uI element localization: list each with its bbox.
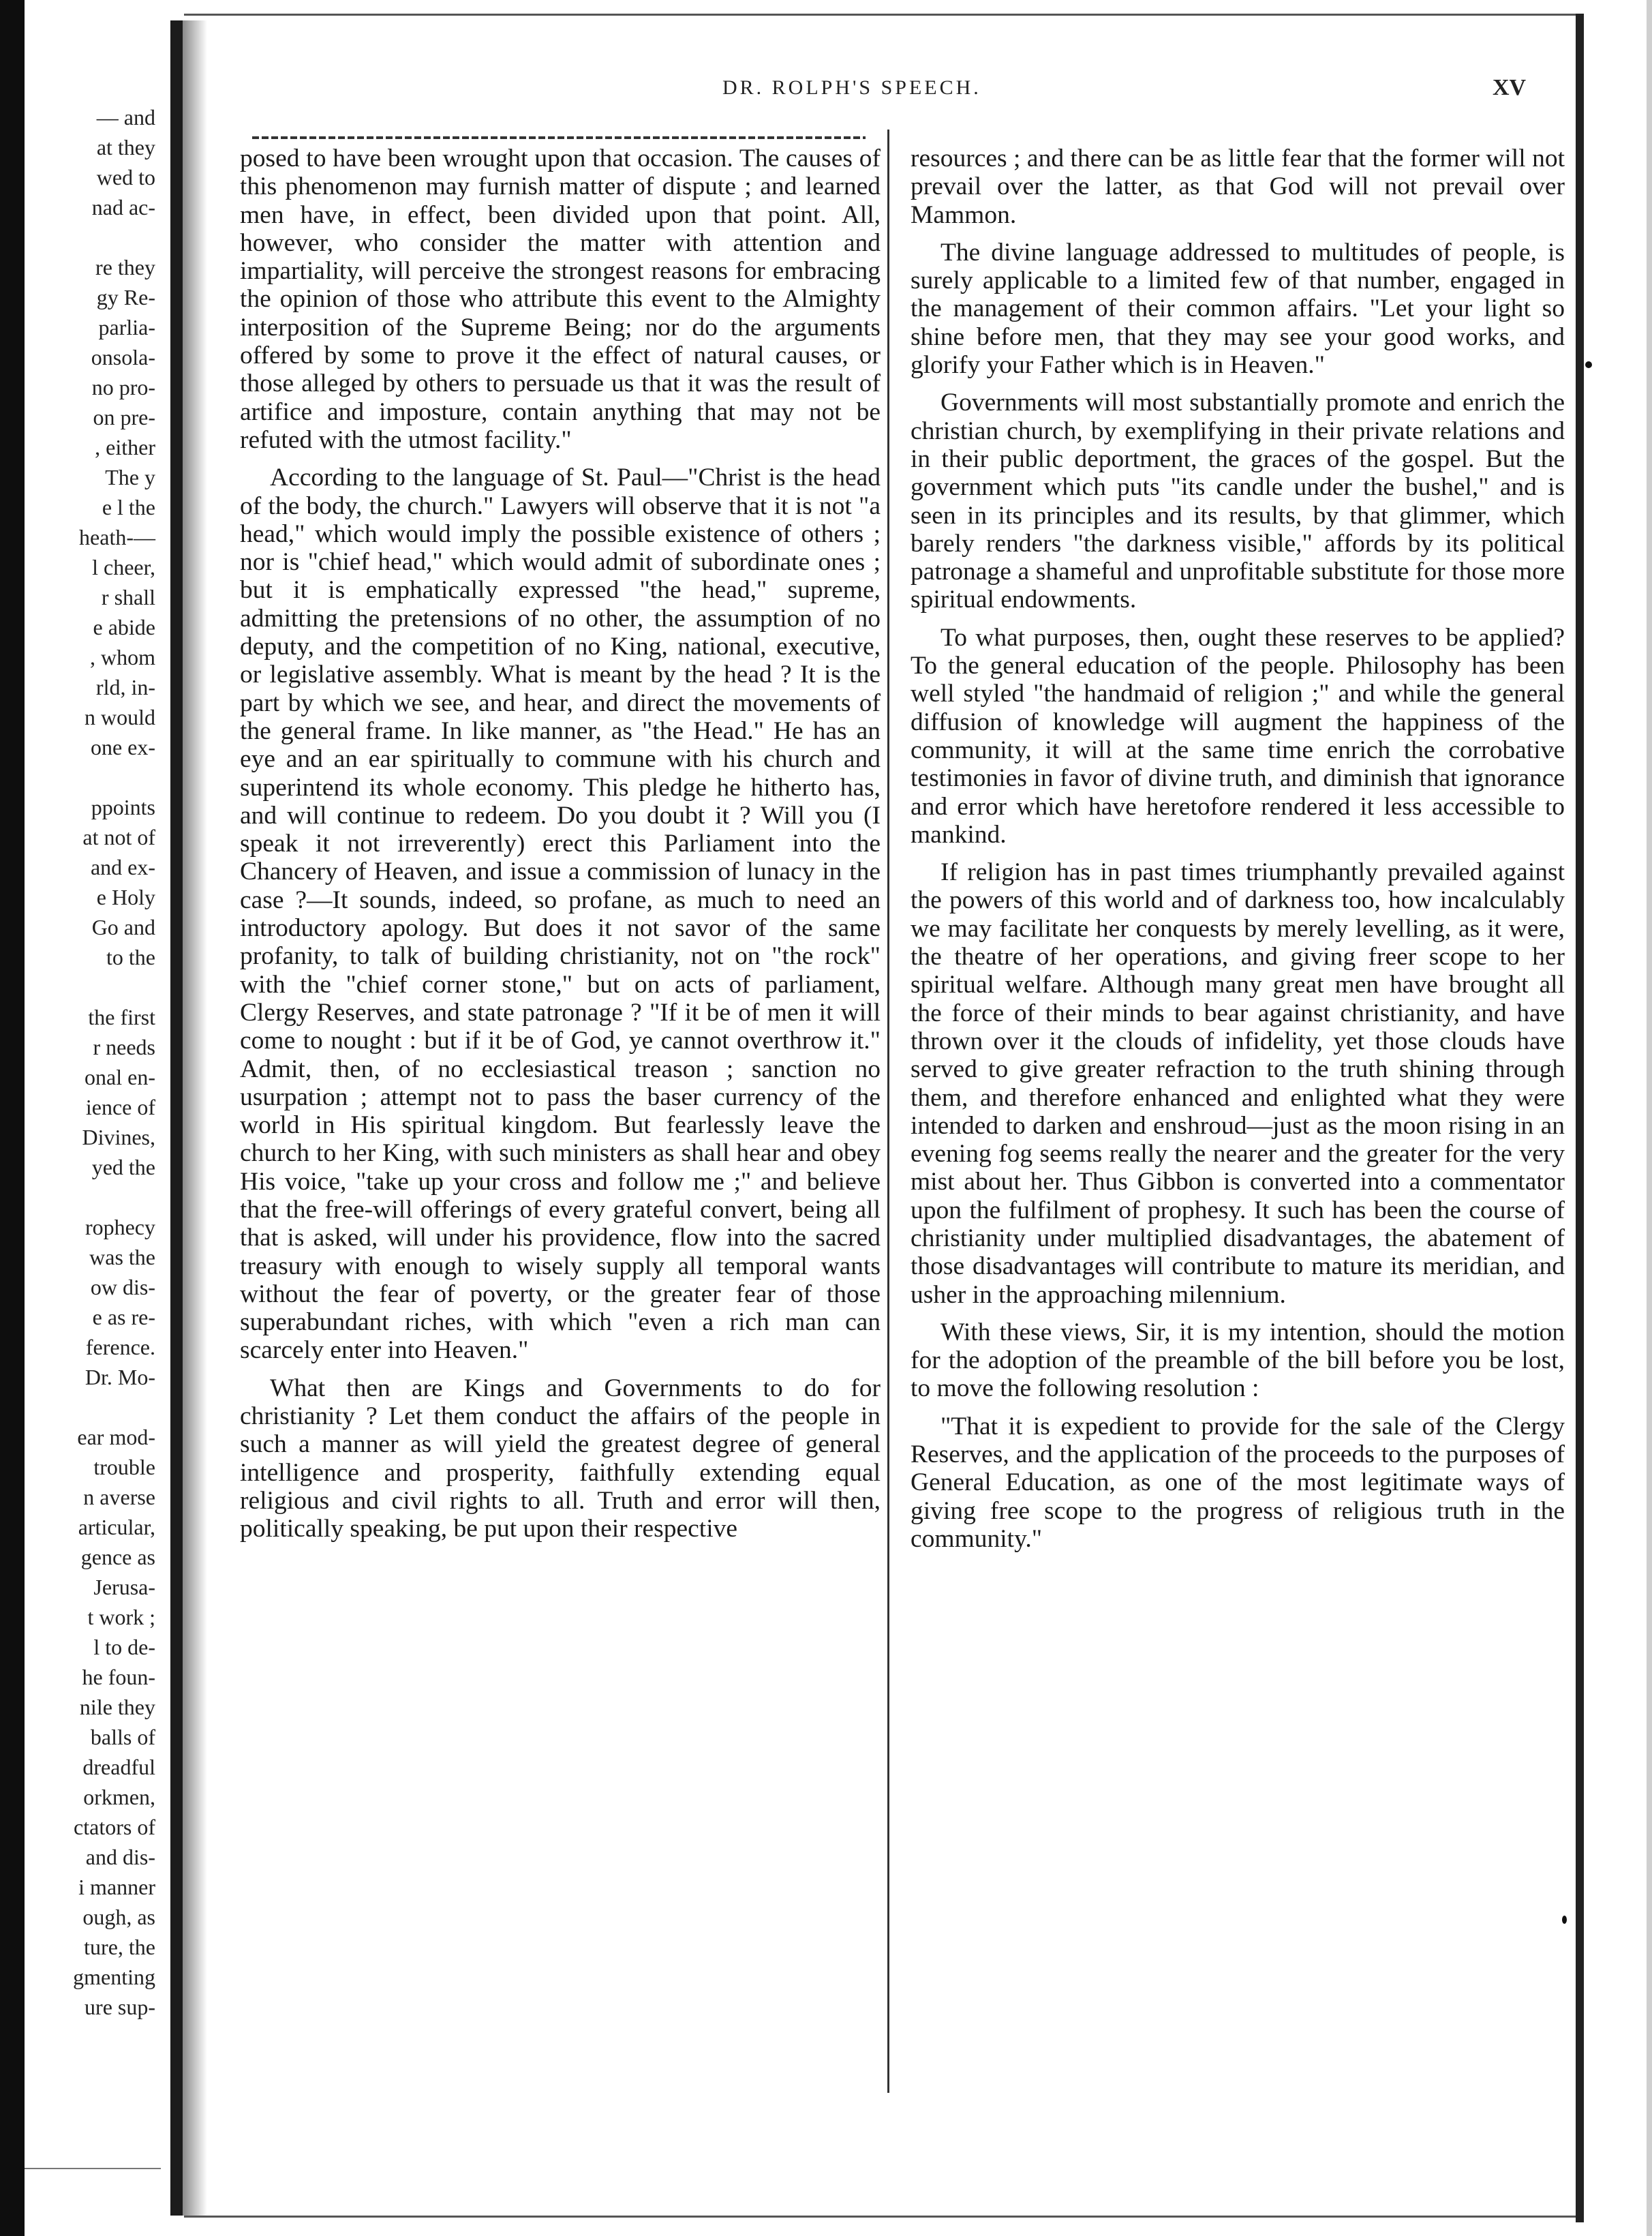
previous-page-line: heath-— <box>79 525 155 549</box>
previous-page-line: onsola- <box>91 345 155 369</box>
previous-page-line: balls of <box>90 1725 155 1749</box>
previous-page-bottom-rule <box>25 2168 161 2169</box>
paragraph: The divine language addressed to multitudes of people, is surely applicable to a limited few of that number, engaged in the management of their common affairs. "Let your light so shine before men, that they may see your good works, and glorify your Father which is in Heaven." <box>911 238 1565 380</box>
paragraph: resources ; and there can be as little fear that the former will not prevail over the latter, as that God will not prevail over Mammon. <box>911 145 1565 229</box>
previous-page-line: rophecy <box>85 1215 155 1239</box>
previous-page-line: n averse <box>83 1485 155 1509</box>
column-divider <box>887 130 889 2093</box>
paragraph: Governments will most substantially promote and enrich the christian church, by exemplifying in their private relations and in their public deportment, the graces of the gospel. But the government which puts "its candle under the bushel," and is seen in its principles and its results, by that glimmer, which barely renders "the darkness visible," affords by its political patronage a shameful and unprofitable substitute for those more spiritual endowments. <box>911 389 1565 614</box>
previous-page-fragment <box>25 102 161 2147</box>
page-frame-bottom <box>184 2216 1584 2218</box>
previous-page-line: ow dis- <box>90 1275 155 1299</box>
previous-page-line: — and <box>96 105 155 130</box>
previous-page-line: at not of <box>82 825 155 849</box>
ink-speck <box>1562 1916 1567 1924</box>
left-column <box>240 145 881 2094</box>
paragraph: If religion has in past times triumphantly prevailed against the powers of this world and of darkness too, how incalculably we may facilitate her conquests by merely levelling, as it were, the theatre of her operations, and giving freer scope to her spiritual welfare. Although many great men have brought all the force of their minds to bear against christianity, and have thrown over it the clouds of infidelity, yet those clouds have served to give greater refraction to the truth shining through them, and therefore enhanced and enlighted what they were intended to darken and enshroud—just as the moon rising in an evening fog seems really the nearer and the greater for the very mist about her. Thus Gibbon is converted into a commentator upon the fulfilment of prophesy. It such has been the course of christianity under multiplied disadvantages, the abatement of those disadvantages will contribute to mature its meridian, and usher in the approaching milennium. <box>911 858 1565 1309</box>
previous-page-line: and ex- <box>90 855 155 879</box>
previous-page-line: orkmen, <box>83 1785 155 1809</box>
previous-page-line: on pre- <box>93 405 155 429</box>
book-spine <box>170 20 183 2216</box>
running-head: DR. ROLPH'S SPEECH. <box>722 76 981 99</box>
previous-page-line: ience of <box>85 1095 155 1119</box>
previous-page-line: was the <box>89 1245 155 1269</box>
previous-page-line: ture, the <box>84 1935 155 1959</box>
previous-page-line: t work ; <box>87 1605 155 1629</box>
previous-page-line: dreadful <box>82 1755 155 1779</box>
ink-speck <box>1585 361 1592 368</box>
previous-page-line: re they <box>95 255 155 280</box>
previous-page-line: the first <box>88 1005 155 1029</box>
previous-page-line: and dis- <box>85 1845 155 1869</box>
previous-page-line: The y <box>105 465 155 489</box>
previous-page-line: no pro- <box>91 375 155 399</box>
previous-page-line: Go and <box>91 915 155 939</box>
previous-page-line: onal en- <box>85 1065 155 1089</box>
previous-page-line: e l the <box>102 495 155 519</box>
previous-page-line: r shall <box>101 585 155 609</box>
previous-page-line: yed the <box>91 1155 155 1179</box>
previous-page-line: n would <box>85 705 155 729</box>
spine-shadow <box>183 20 207 2216</box>
page-number: XV <box>1493 75 1527 100</box>
previous-page-line: Dr. Mo- <box>85 1365 155 1389</box>
previous-page-line: e as re- <box>92 1305 155 1329</box>
previous-page-line: gy Re- <box>96 285 155 309</box>
previous-page-line: trouble <box>93 1455 155 1479</box>
previous-page-line: nile they <box>79 1695 155 1719</box>
page-frame-right <box>1576 14 1584 2222</box>
previous-page-line: rld, in- <box>95 675 155 699</box>
previous-page-line: gence as <box>80 1545 155 1569</box>
previous-page-line: gmenting <box>73 1965 155 1989</box>
previous-page-line: Jerusa- <box>93 1575 155 1599</box>
previous-page-line: ear mod- <box>77 1425 155 1449</box>
previous-page-line: ough, as <box>82 1905 155 1929</box>
previous-page-line: i manner <box>78 1875 155 1899</box>
previous-page-line: ure sup- <box>85 1995 155 2019</box>
previous-page-line: nad ac- <box>91 195 155 220</box>
page-frame-top <box>184 14 1584 16</box>
previous-page-line: one ex- <box>90 735 155 759</box>
previous-page-line: l to de- <box>93 1635 155 1659</box>
previous-page-line: , either <box>95 435 155 459</box>
paragraph: According to the language of St. Paul—"Christ is the head of the body, the church." Lawyers will observe that it is not "a head," which would imply the possible existence of others ; nor is "chief head," which would admit of subordinate ones ; but it is emphatically expressed "the head," supreme, admitting the pretensions of no other, the assumption of no deputy, and the competition of no King, national, executive, or legislative assembly. What is meant by the head ? It is the part by which we see, and hear, and direct the movements of the general frame. In like manner, as "the Head." He has an eye and an ear spiritually to commune with his church and superintend its whole economy. This pledge he hitherto has, and will continue to redeem. Do you doubt it ? Will you (I speak it not irreverently) erect this Parliament into the Chancery of Heaven, and issue a commission of lunacy in the case ?—It sounds, indeed, so profane, as much to need an introductory apology. But does it not savor of the same profanity, to talk of building christianity, not on "the rock" with the "chief corner stone," but on acts of parliament, Clergy Reserves, and state patronage ? "If it be of men it will come to nought : but if it be of God, ye cannot overthrow it." Admit, then, of no ecclesiastical treason ; sanction no usurpation ; attempt not to pass the baser currency of the world in His spiritual kingdom. But fearlessly leave the church to her King, with such ministers as shall hear and obey His voice, "take up your cross and follow me ;" and believe that the free-will offerings of every grateful convert, being all that is asked, will under his providence, flow into the sacred treasury with enough to wisely supply all temporal wants without the fear of poverty, or the greater fear of those superabundant riches, with which "even a rich man can scarcely enter into Heaven." <box>240 464 881 1365</box>
paragraph: To what purposes, then, ought these reserves to be applied? To the general education of the people. Philosophy has been well styled "the handmaid of religion ;" and while the general diffusion of knowledge will augment the happiness of the community, it will at the same time enrich the corrobative testimonies in favor of divine truth, and diminish that ignorance and error which have heretofore rendered it less accessible to mankind. <box>911 623 1565 849</box>
previous-page-line: ppoints <box>91 795 155 819</box>
previous-page-line: wed to <box>96 165 155 190</box>
previous-page-line: articular, <box>78 1515 155 1539</box>
previous-page-line: he foun- <box>82 1665 155 1689</box>
paragraph: What then are Kings and Governments to do for christianity ? Let them conduct the affairs of the people in such a manner as will yield the greatest degree of general intelligence and prosperity, faithfully extending equal religious and civil rights to all. Truth and error will then, politically speaking, be put upon their respective <box>240 1374 881 1543</box>
paragraph: With these views, Sir, it is my intention, should the motion for the adoption of the preamble of the bill before you be lost, to move the following resolution : <box>911 1318 1565 1403</box>
previous-page-line: l cheer, <box>92 555 155 579</box>
previous-page-line: to the <box>106 945 155 969</box>
previous-page-line: r needs <box>93 1035 155 1059</box>
previous-page-line: Divines, <box>82 1125 155 1149</box>
previous-page-line: ference. <box>85 1335 155 1359</box>
previous-page-line: parlia- <box>98 315 155 339</box>
previous-page-line: e Holy <box>96 885 155 909</box>
previous-page-line: ctators of <box>74 1815 155 1839</box>
scan-right-edge <box>1647 0 1652 2236</box>
previous-page-line: at they <box>96 135 155 160</box>
header-rule <box>252 136 866 139</box>
previous-page-line: , whom <box>90 645 155 669</box>
paragraph: posed to have been wrought upon that occasion. The causes of this phenomenon may furnish matter of dispute ; and learned men have, in effect, been divided upon that point. All, however, who consider the matter with attention and impartiality, will perceive the strongest reasons for embracing the opinion of those who attribute this event to the Almighty interposition of the Supreme Being; nor do the arguments offered by some to prove it the effect of natural causes, or those alleged by others to persuade us that it was the result of artifice and imposture, contain anything that may not be refuted with the utmost facility." <box>240 145 881 454</box>
right-column <box>911 145 1565 2094</box>
resolution-quote: "That it is expedient to provide for the sale of the Clergy Reserves, and the application of the proceeds to the purposes of General Education, as one of the most legitimate ways of giving free scope to the progress of religious truth in the community." <box>911 1412 1565 1553</box>
previous-page-line: e abide <box>93 615 155 639</box>
scan-edge <box>0 0 25 2236</box>
